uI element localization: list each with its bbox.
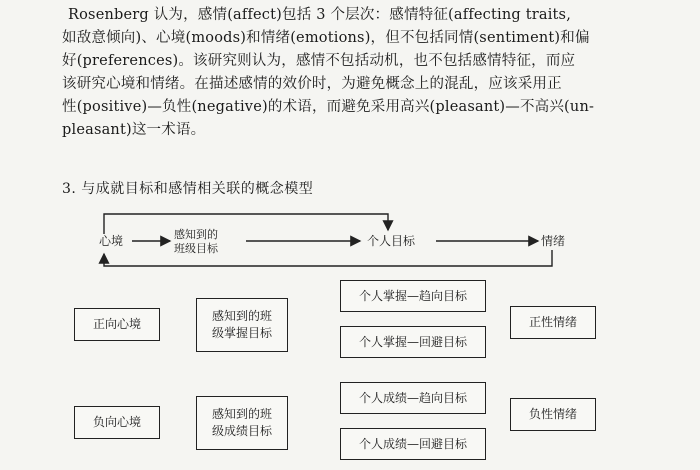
paragraph-line: 该研究心境和情绪。在描述感情的效价时，为避免概念上的混乱，应该采用正 xyxy=(62,76,562,92)
box-positive-emotion: 正性情绪 xyxy=(510,306,596,339)
flow-node-line: 感知到的 xyxy=(174,228,218,241)
box-line: 感知到的班 xyxy=(211,309,272,323)
box-perceived-class-mastery-goal xyxy=(196,298,288,352)
box-mastery-approach-goal: 个人掌握—趋向目标 xyxy=(340,280,486,312)
paragraph-line: pleasant)这一术语。 xyxy=(62,122,206,138)
flow-node-line: 班级目标 xyxy=(174,242,218,255)
box-line: 感知到的班 xyxy=(211,407,272,421)
box-negative-emotion: 负性情绪 xyxy=(510,398,596,431)
paragraph-line: Rosenberg 认为，感情(affect)包括 3 个层次：感情特征(affecting traits, xyxy=(68,7,572,23)
flow-node-emotion: 情绪 xyxy=(541,234,566,248)
feedback-arrow-top xyxy=(104,214,388,238)
flow-node-perceived-class-goal xyxy=(174,228,246,256)
flow-node-personal-goal: 个人目标 xyxy=(367,234,416,248)
paragraph-line: 性(positive)—负性(negative)的术语，而避免采用高兴(pleasant)—不高兴(un- xyxy=(62,99,595,115)
flow-node-mood: 心境 xyxy=(99,234,124,248)
feedback-arrow-bottom xyxy=(104,250,552,266)
box-performance-approach-goal: 个人成绩—趋向目标 xyxy=(340,382,486,414)
box-line: 级掌握目标 xyxy=(211,326,272,340)
paragraph-line: 好(preferences)。该研究则认为，感情不包括动机，也不包括感情特征，而应 xyxy=(62,53,576,69)
box-performance-avoid-goal: 个人成绩—回避目标 xyxy=(340,428,486,460)
box-perceived-class-performance-goal xyxy=(196,396,288,450)
box-negative-mood: 负向心境 xyxy=(74,406,160,439)
box-line: 级成绩目标 xyxy=(211,424,272,438)
box-mastery-avoid-goal: 个人掌握—回避目标 xyxy=(340,326,486,358)
box-positive-mood: 正向心境 xyxy=(74,308,160,341)
section-heading: 3. 与成就目标和感情相关联的概念模型 xyxy=(62,181,314,197)
paragraph-line: 如敌意倾向)、心境(moods)和情绪(emotions)，但不包括同情(sentiment)和偏 xyxy=(62,30,590,46)
